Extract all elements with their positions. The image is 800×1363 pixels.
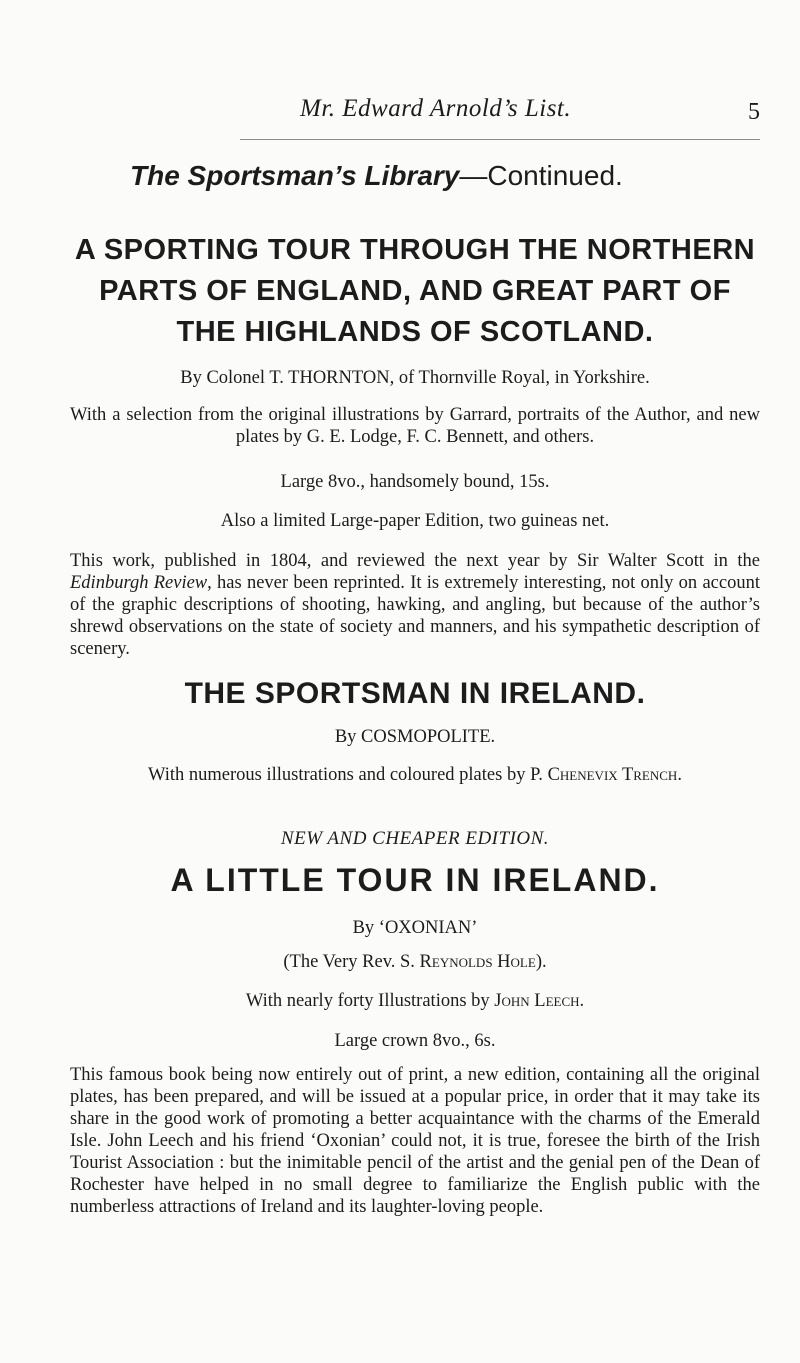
book1-desc-part2: , has never been reprinted. It is extremely interesting, not only on account of the graphic descriptions of shooting, hawking, and angling, but because of the author’s shrewd observations on the state of society and manners, and his sympathetic description of scenery. [70,573,760,659]
book1-edition: Also a limited Large-paper Edition, two guineas net. [220,511,610,531]
book2-author: By COSMOPOLITE. [334,727,496,747]
book3-title: A LITTLE TOUR IN IRELAND. [170,862,660,898]
series-heading [130,160,623,193]
book2-title: THE SPORTSMAN IN IRELAND. [184,677,646,710]
book3-edition-note: NEW AND CHEAPER EDITION. [280,828,550,849]
book1-title: A SPORTING TOUR THROUGH THE NORTHERN PARTS OF ENGLAND, AND GREAT PART OF THE HIGHLANDS OF SCOTLAND. [74,234,756,348]
series-suffix: —Continued. [459,160,623,191]
book3-illustrations [70,991,760,1012]
book3-illustrations-prefix: With nearly forty Illustrations by [245,991,490,1011]
book1-author: By Colonel T. THORNTON, of Thornville Royal, in Yorkshire. [180,368,650,388]
header-rule [240,139,760,140]
book2-illustrations [70,765,760,786]
book3-author: By ‘OXONIAN’ [352,918,478,938]
book3-format: Large crown 8vo., 6s. [334,1031,496,1051]
book1-desc-part1: This work, published in 1804, and reviewed the next year by Sir Walter Scott in the [70,551,760,571]
book3-author-note [70,952,760,973]
book3-author-note-suffix: ). [535,952,547,972]
book3-author-note-name: Reynolds Hole [419,952,536,972]
series-name: The Sportsman’s Library [130,160,460,191]
book3-author-note-prefix: (The Very Rev. S. [283,952,415,972]
book1-description [70,550,760,660]
book3-illustrator: John Leech. [494,991,585,1011]
running-head: Mr. Edward Arnold’s List. [300,95,572,122]
book1-format: Large 8vo., handsomely bound, 15s. [280,472,550,492]
book2-illustrations-prefix: With numerous illustrations and coloured plates by P. [148,765,543,785]
book2-illustrator: Chenevix Trench. [547,765,682,785]
page-number: 5 [748,99,760,125]
book1-illustrations: With a selection from the original illustrations by Garrard, portraits of the Author, and new plates by G. E. Lodge, F. C. Bennett, and others. [70,405,760,447]
book3-description: This famous book being now entirely out of print, a new edition, containing all the original plates, has been prepared, and will be issued at a popular price, in order that it may take its share in the good work of promoting a better acquaintance with the charms of the Emerald Isle. John Leech and his friend ‘Oxonian’ could not, it is true, foresee the birth of the Irish Tourist Association : but the inimitable pencil of the artist and the genial pen of the Dean of Rochester have helped in no small degree to familiarize the English public with the numberless attractions of Ireland and its laughter-loving people. [70,1065,760,1217]
book1-review-title: Edinburgh Review [70,573,208,593]
